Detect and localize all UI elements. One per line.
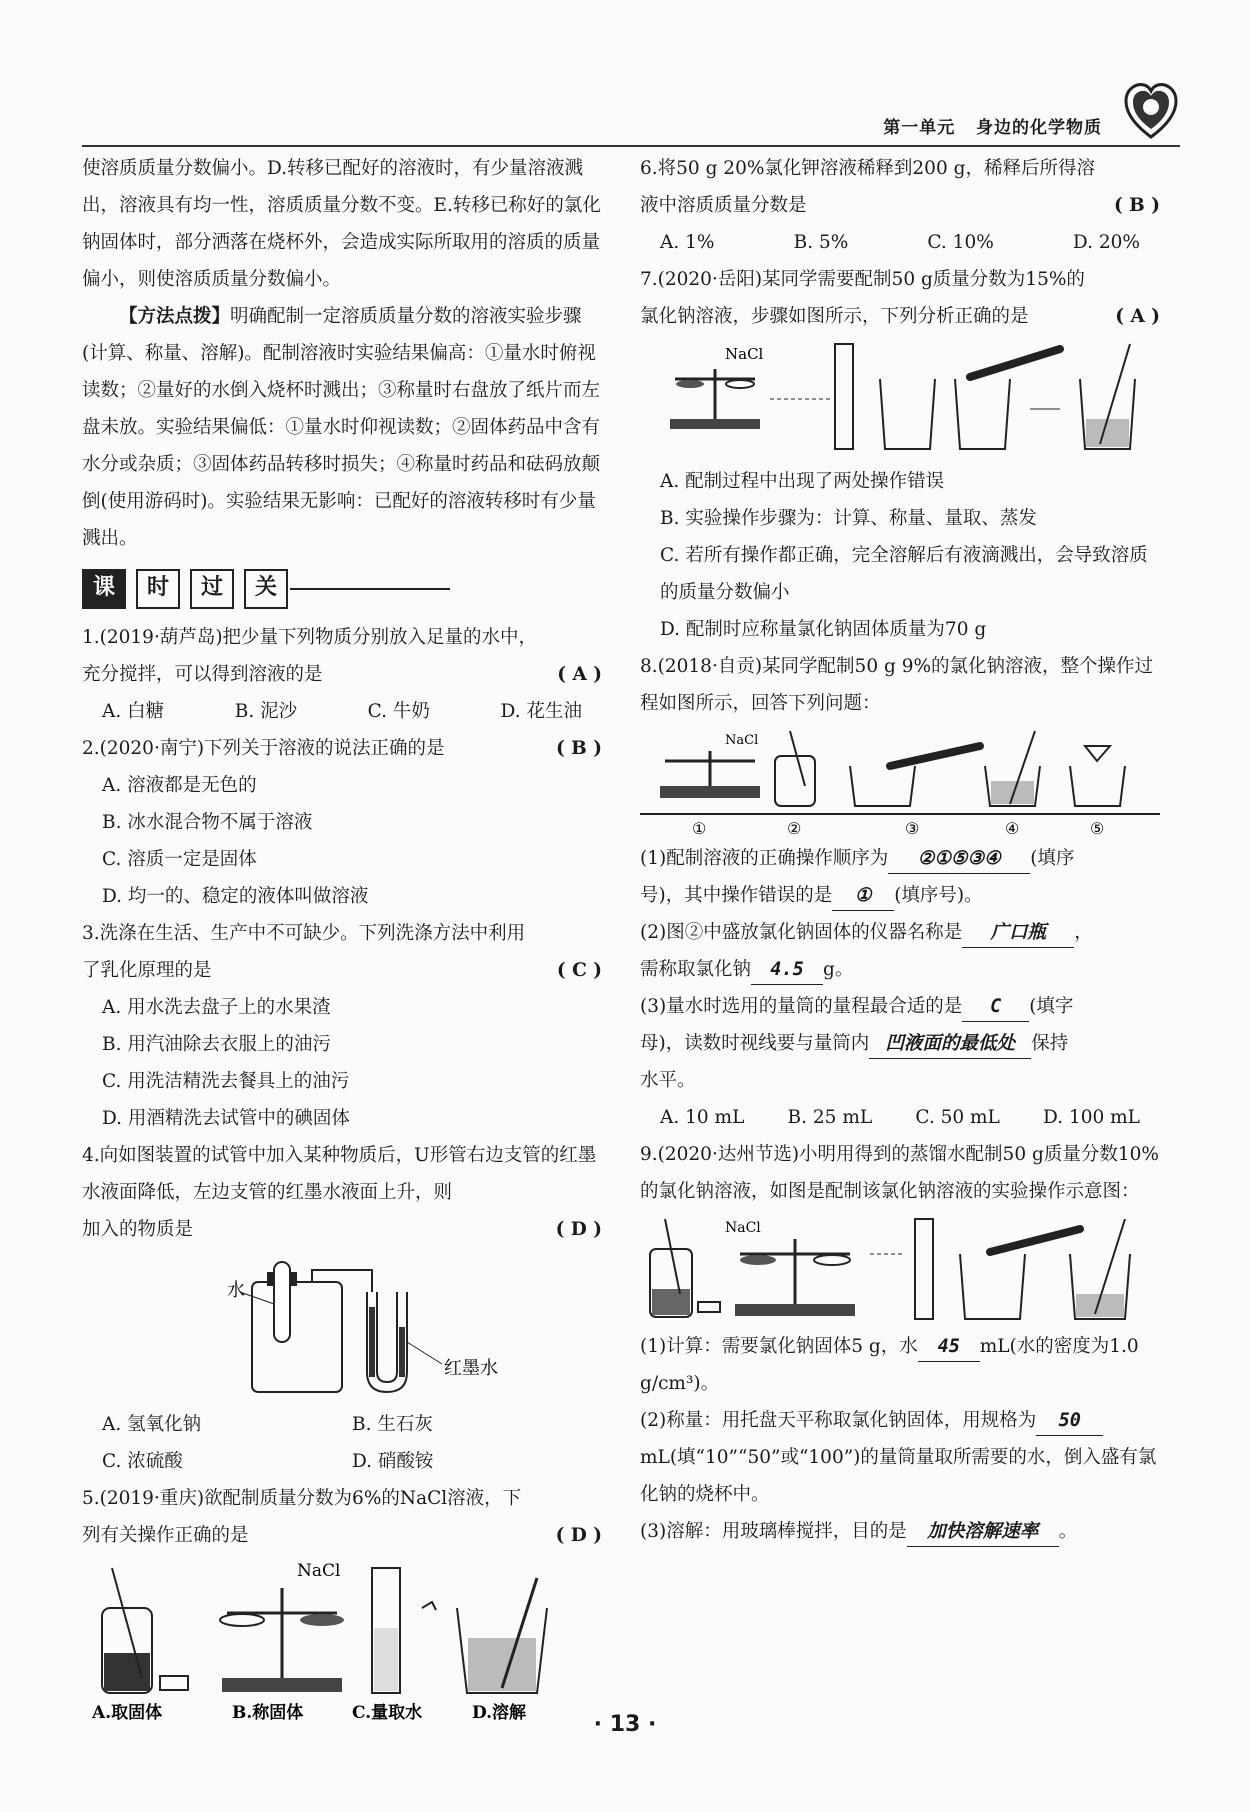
option: A. 10 mL: [660, 1107, 745, 1128]
option: A. 白糖: [102, 701, 165, 722]
fig-caption: B.称固体: [232, 1703, 304, 1723]
question-4: [82, 1137, 602, 1480]
options: [640, 224, 1160, 261]
option: A. 氢氧化钠: [102, 1414, 202, 1435]
fig-label-nacl: NaCl: [725, 733, 759, 748]
option: C. 用洗洁精洗去餐具上的油污: [102, 1071, 350, 1092]
option: D. 20%: [1072, 232, 1140, 253]
question-8: 8.(2018·自贡)某同学配制50 g 9%的氯化钠溶液，整个操作过程如图所示，回答下列问题： NaCl ① ② ③ ④ ⑤ (1)配制溶液的正确操作顺序为 ②①⑤③④ (填序 号)，其中操作错误的是 ① (填序号)。 (2)图②中盛放氯化钠固体的仪器名称是 广口瓶 ， 需称取氯化钠 4.5 g。 (3)量水时选用的量筒的量程最合适的是 C (填字 母)，读数时视线要与量筒内 凹液面的最低处 保持 水平。 A. 10 mL B. 25 mL C. 50 mL D. 100 mL: [640, 648, 1160, 1136]
option: D. 用酒精洗去试管中的碘固体: [102, 1108, 350, 1129]
question-stem: 2.(2020·南宁)下列关于溶液的说法正确的是: [82, 738, 445, 759]
question-stem: 了乳化原理的是: [82, 960, 212, 981]
answer: ( D ): [555, 1525, 602, 1546]
fig-label-nacl: NaCl: [297, 1561, 341, 1581]
option: A. 配制过程中出现了两处操作错误: [660, 471, 945, 492]
left-column: [82, 150, 602, 1727]
option: B. 5%: [793, 232, 849, 253]
option: B. 生石灰: [352, 1414, 433, 1435]
banner-char: 关: [244, 569, 288, 609]
answer-fill: 4.5: [751, 956, 823, 985]
answer: ( A ): [557, 664, 602, 685]
page-header: [82, 105, 1180, 147]
answer-fill: ①: [832, 882, 894, 911]
method-text: 明确配制一定溶质质量分数的溶液实验步骤(计算、称量、溶解)。配制溶液时实验结果偏高：①量水时俯视读数；②量好的水倒入烧杯时溅出；③称量时右盘放了纸片而左盘未放。实验结果偏低：①量水时仰视读数；②固体药品中含有水分或杂质；③固体药品转移时损失；④称量时药品和砝码放颠倒(使用游码时)。实验结果无影响：已配好的溶液转移时有少量溅出。: [82, 306, 601, 549]
question-stem: 4.向如图装置的试管中加入某种物质后，U形管右边支管的红墨水液面降低，左边支管的红墨水液面上升，则: [82, 1145, 597, 1203]
answer-fill: 凹液面的最低处: [869, 1030, 1031, 1059]
question-stem: 列有关操作正确的是: [82, 1525, 249, 1546]
fig-label-water: 水: [227, 1280, 245, 1301]
question-stem: 9.(2020·达州节选)小明用得到的蒸馏水配制50 g质量分数10%的氯化钠溶液，如图是配制该氯化钠溶液的实验操作示意图：: [640, 1144, 1159, 1202]
banner-char: 课: [82, 569, 126, 609]
question-1: [82, 619, 602, 730]
question-stem: 3.洗涤在生活、生产中不可缺少。下列洗涤方法中利用: [82, 923, 526, 944]
solution-process-figure: [640, 726, 1160, 836]
option: C. 10%: [927, 232, 994, 253]
answer: ( B ): [1113, 195, 1160, 216]
answer: ( B ): [555, 738, 602, 759]
answer: ( D ): [555, 1219, 602, 1240]
page-number: · 13 ·: [593, 1712, 657, 1737]
option: D. 100 mL: [1043, 1107, 1140, 1128]
option: A. 溶液都是无色的: [102, 775, 257, 796]
option: D. 花生油: [500, 701, 582, 722]
nacl-operations-figure: [82, 1558, 602, 1723]
answer-fill: 45: [918, 1333, 980, 1362]
option: C. 浓硫酸: [102, 1451, 183, 1472]
options: [640, 1099, 1160, 1136]
option: D. 硝酸铵: [352, 1451, 434, 1472]
options: [82, 1406, 602, 1480]
option: B. 用汽油除去衣服上的油污: [102, 1034, 331, 1055]
answer-fill: 加快溶解速率: [907, 1518, 1059, 1547]
question-stem: 8.(2018·自贡)某同学配制50 g 9%的氯化钠溶液，整个操作过程如图所示，回答下列问题：: [640, 656, 1154, 714]
option: A. 1%: [660, 232, 715, 253]
banner-line: [290, 588, 450, 590]
answer-fill: 50: [1036, 1407, 1103, 1436]
right-column: [640, 150, 1160, 1550]
question-stem: 1.(2019·葫芦岛)把少量下列物质分别放入足量的水中，: [82, 627, 538, 648]
fig-caption: A.取固体: [92, 1703, 163, 1723]
question-5: [82, 1480, 602, 1723]
fig-label-ink: 红墨水: [444, 1358, 498, 1379]
solution-preparation-figure: [640, 1214, 1160, 1324]
header-text: 第一单元 身边的化学物质: [883, 118, 1102, 138]
question-stem: 氯化钠溶液，步骤如图所示，下列分析正确的是: [640, 306, 1029, 327]
option: A. 用水洗去盘子上的水果渣: [102, 997, 331, 1018]
question-stem: 7.(2020·岳阳)某同学需要配制50 g质量分数为15%的: [640, 269, 1085, 290]
option: B. 冰水混合物不属于溶液: [102, 812, 313, 833]
option: C. 溶质一定是固体: [102, 849, 257, 870]
option: D. 配制时应称量氯化钠固体质量为70 g: [660, 619, 987, 640]
option: D. 均一的、稳定的液体叫做溶液: [102, 886, 369, 907]
option: C. 牛奶: [367, 701, 430, 722]
question-6: [640, 150, 1160, 261]
fig-label: ⑤: [1090, 819, 1105, 836]
fig-caption: D.溶解: [472, 1703, 527, 1723]
option: C. 若所有操作都正确，完全溶解后有液滴溅出，会导致溶质的质量分数偏小: [660, 545, 1148, 603]
option: B. 25 mL: [787, 1107, 873, 1128]
method-label: 【方法点拨】: [119, 306, 231, 327]
option: C. 50 mL: [915, 1107, 1000, 1128]
explanation-text: 使溶质质量分数偏小。D.转移已配好的溶液时，有少量溶液溅出，溶液具有均一性，溶质质量分数不变。E.转移已称好的氯化钠固体时，部分洒落在烧杯外，会造成实际所取用的溶质的质量偏小，则使溶质质量分数偏小。: [82, 158, 601, 290]
fig-label: ①: [692, 819, 707, 836]
method-tip: [82, 298, 602, 557]
u-tube-apparatus-figure: [82, 1252, 602, 1402]
question-7: [640, 261, 1160, 648]
fig-label-nacl: NaCl: [725, 345, 764, 363]
question-stem: 充分搅拌，可以得到溶液的是: [82, 664, 323, 685]
fig-label: ②: [787, 819, 802, 836]
option: B. 实验操作步骤为：计算、称量、量取、蒸发: [660, 508, 1037, 529]
answer-fill: 广口瓶: [962, 919, 1074, 948]
banner-char: 时: [136, 569, 180, 609]
answer: ( C ): [556, 960, 602, 981]
question-3: [82, 915, 602, 1137]
answer-fill: C: [962, 993, 1029, 1022]
fig-label: ④: [1005, 819, 1020, 836]
question-stem: 6.将50 g 20%氯化钾溶液稀释到200 g，稀释后所得溶: [640, 158, 1095, 179]
fig-label: ③: [905, 819, 920, 836]
question-9: 9.(2020·达州节选)小明用得到的蒸馏水配制50 g质量分数10%的氯化钠溶液，如图是配制该氯化钠溶液的实验操作示意图： NaCl (1)计算：需要氯化钠固体5 g，水 45 mL(水的密度为1.0 g/cm³)。 (2)称量：用托盘天平称取氯化钠固体，用规格为 50mL(填“10”“50”或“100”)的量筒量取所需要的水，倒入盛有氯化钠的烧杯中。 (3)溶解：用玻璃棒搅拌，目的是 加快溶解速率 。: [640, 1136, 1160, 1550]
answer-fill: ②①⑤③④: [888, 845, 1030, 874]
options: [82, 693, 602, 730]
question-2: [82, 730, 602, 915]
question-stem: 加入的物质是: [82, 1219, 194, 1240]
answer: ( A ): [1115, 306, 1160, 327]
banner-char: 过: [190, 569, 234, 609]
solution-steps-figure: [640, 339, 1160, 459]
logo-icon: [1122, 79, 1180, 141]
fig-label-nacl: NaCl: [725, 1220, 761, 1236]
question-stem: 5.(2019·重庆)欲配制质量分数为6%的NaCl溶液，下: [82, 1488, 522, 1509]
fig-caption: C.量取水: [352, 1703, 423, 1723]
question-stem: 液中溶质质量分数是: [640, 195, 807, 216]
section-banner: [82, 569, 602, 609]
option: B. 泥沙: [234, 701, 298, 722]
